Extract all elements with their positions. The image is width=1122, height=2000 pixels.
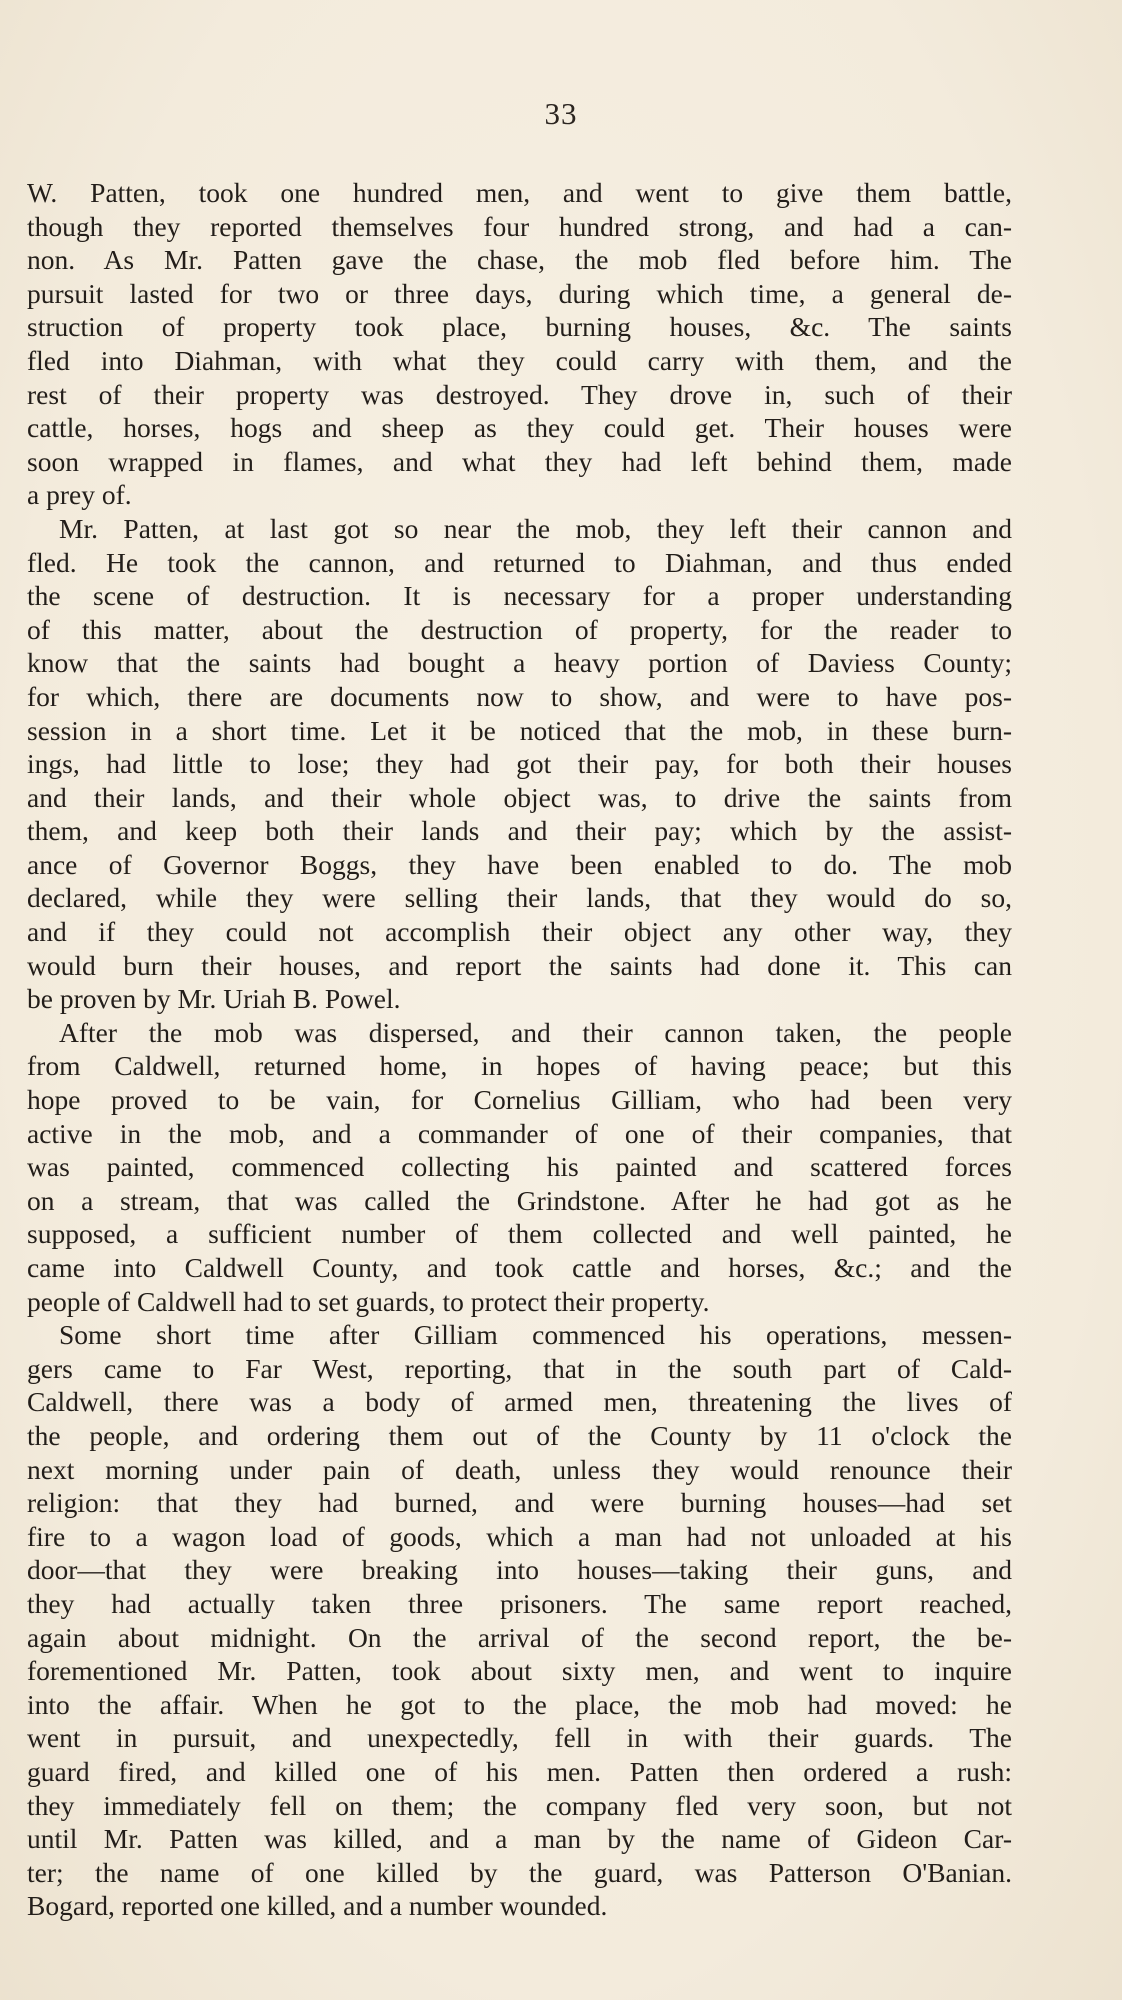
- text-line: people of Caldwell had to set guards, to protect their property.: [27, 1285, 710, 1317]
- text-line: though they reported themselves four hundred strong, and had a can-: [27, 210, 1012, 242]
- text-line: came into Caldwell County, and took cattle and horses, &c.; and the: [27, 1252, 1012, 1283]
- text-line: and their lands, and their whole object was, to drive the saints from: [27, 781, 1012, 813]
- text-line: fled into Diahman, with what they could carry with them, and the: [27, 344, 1012, 376]
- text-line: went in pursuit, and unexpectedly, fell in with their guards. The: [27, 1722, 1012, 1754]
- text-line: again about midnight. On the arrival of the second report, the be-: [27, 1621, 1012, 1653]
- text-line: active in the mob, and a commander of one of their companies, that: [27, 1117, 1012, 1149]
- text-line: Bogard, reported one killed, and a number wounded.: [27, 1890, 608, 1922]
- text-line: session in a short time. Let it be noticed that the mob, in these burn-: [27, 714, 1012, 746]
- text-line: guard fired, and killed one of his men. Patten then ordered a rush:: [27, 1755, 1012, 1787]
- text-line: fire to a wagon load of goods, which a man had not unloaded at his: [27, 1520, 1012, 1552]
- text-line: declared, while they were selling their lands, that they would do so,: [27, 882, 1012, 914]
- text-line: and if they could not accomplish their object any other way, they: [27, 916, 1012, 948]
- text-line: the people, and ordering them out of the County by 11 o'clock the: [27, 1419, 1012, 1451]
- text-line: W. Patten, took one hundred men, and went to give them battle,: [27, 177, 1012, 208]
- text-line: on a stream, that was called the Grindstone. After he had got as he: [27, 1184, 1012, 1216]
- text-line: forementioned Mr. Patten, took about sixty men, and went to inquire: [27, 1655, 1012, 1687]
- text-line: struction of property took place, burning houses, &c. The saints: [27, 311, 1012, 343]
- text-line: non. As Mr. Patten gave the chase, the mob fled before him. The: [27, 244, 1012, 276]
- text-line: hope proved to be vain, for Cornelius Gilliam, who had been very: [27, 1084, 1012, 1116]
- page-number: 33: [544, 96, 578, 131]
- text-line: soon wrapped in flames, and what they had left behind them, made: [27, 445, 1012, 477]
- text-line: for which, there are documents now to show, and were to have pos-: [27, 680, 1012, 712]
- text-line: Mr. Patten, at last got so near the mob, they left their cannon and: [59, 512, 1012, 544]
- text-line: fled. He took the cannon, and returned to Diahman, and thus ended: [27, 546, 1012, 578]
- text-line: Caldwell, there was a body of armed men, threatening the lives of: [27, 1386, 1012, 1418]
- text-line: door—that they were breaking into houses—taking their guns, and: [27, 1554, 1012, 1586]
- text-line: religion: that they had burned, and were burning houses—had set: [27, 1487, 1012, 1519]
- text-line: rest of their property was destroyed. They drove in, such of their: [27, 378, 1012, 410]
- text-line: pursuit lasted for two or three days, during which time, a general de-: [27, 277, 1012, 309]
- text-line: a prey of.: [27, 479, 132, 511]
- body-text: [27, 176, 1012, 1923]
- text-line: ings, had little to lose; they had got their pay, for both their houses: [27, 748, 1012, 780]
- text-line: them, and keep both their lands and their pay; which by the assist-: [27, 815, 1012, 847]
- text-line: into the affair. When he got to the place, the mob had moved: he: [27, 1688, 1012, 1720]
- text-line: cattle, horses, hogs and sheep as they could get. Their houses were: [27, 412, 1012, 444]
- text-line: be proven by Mr. Uriah B. Powel.: [27, 983, 401, 1015]
- text-line: next morning under pain of death, unless they would renounce their: [27, 1453, 1012, 1485]
- text-line: from Caldwell, returned home, in hopes of having peace; but this: [27, 1050, 1012, 1082]
- text-line: was painted, commenced collecting his painted and scattered forces: [27, 1151, 1012, 1183]
- text-line: the scene of destruction. It is necessary for a proper understanding: [27, 580, 1012, 612]
- text-line: know that the saints had bought a heavy portion of Daviess County;: [27, 647, 1012, 679]
- text-line: they had actually taken three prisoners. The same report reached,: [27, 1587, 1012, 1619]
- text-line: Some short time after Gilliam commenced his operations, messen-: [59, 1319, 1012, 1351]
- text-line: gers came to Far West, reporting, that in the south part of Cald-: [27, 1352, 1012, 1384]
- text-line: ance of Governor Boggs, they have been enabled to do. The mob: [27, 848, 1012, 880]
- text-line: supposed, a sufficient number of them collected and well painted, he: [27, 1218, 1012, 1250]
- text-line: After the mob was dispersed, and their cannon taken, the people: [59, 1016, 1012, 1048]
- text-line: would burn their houses, and report the saints had done it. This can: [27, 949, 1012, 981]
- text-line: until Mr. Patten was killed, and a man by the name of Gideon Car-: [27, 1823, 1012, 1855]
- text-line: ter; the name of one killed by the guard, was Patterson O'Banian.: [27, 1856, 1012, 1888]
- text-line: they immediately fell on them; the company fled very soon, but not: [27, 1789, 1012, 1821]
- text-line: of this matter, about the destruction of property, for the reader to: [27, 613, 1012, 645]
